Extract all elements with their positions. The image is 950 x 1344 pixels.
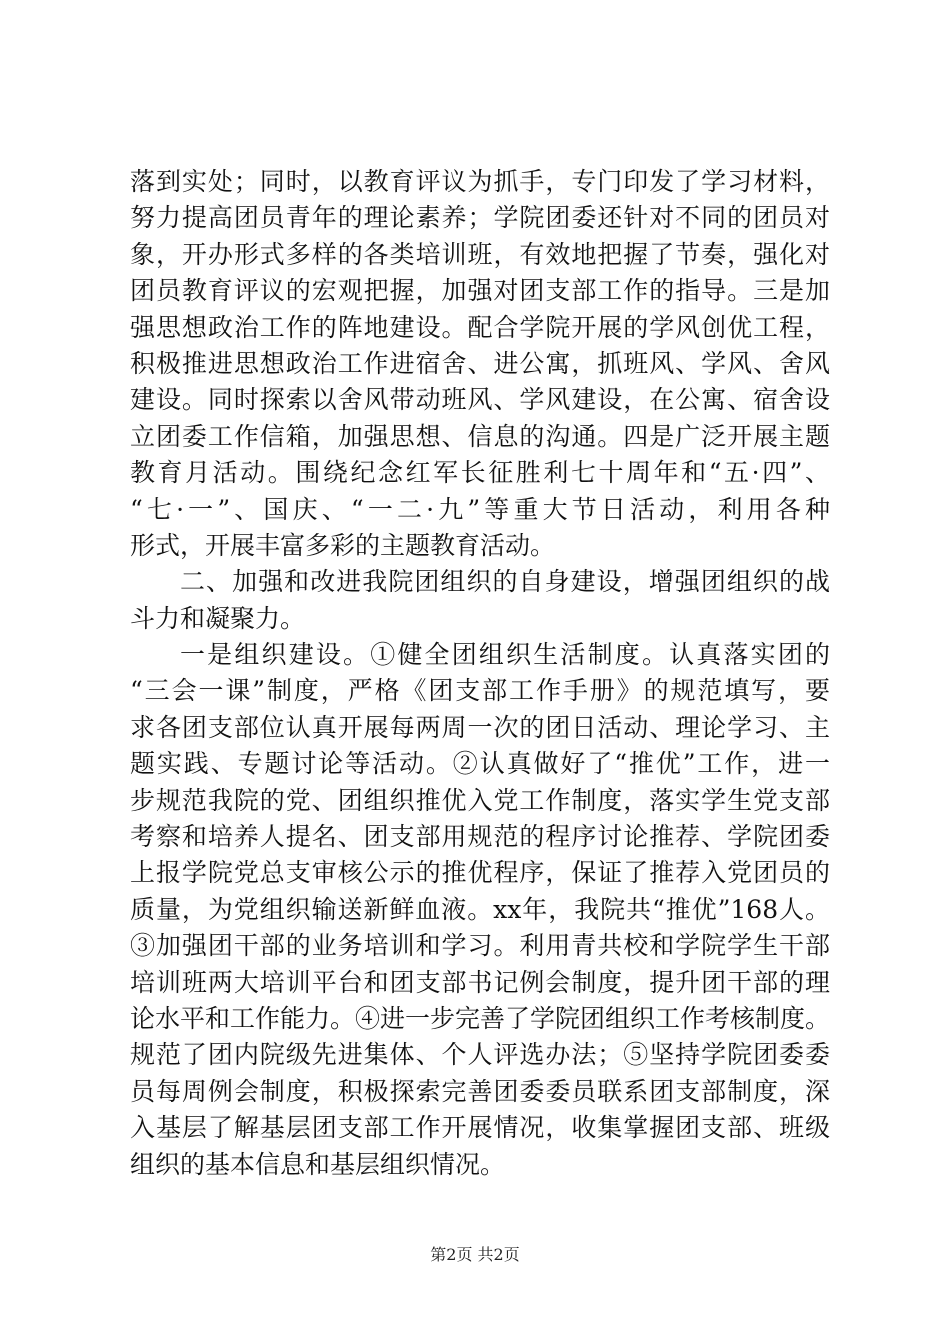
page-number-footer: 第2页 共2页 (430, 1245, 520, 1264)
text-line: 培训班两大培训平台和团支部书记例会制度，提升团干部的理 (130, 967, 830, 997)
text-line: 积极推进思想政治工作进宿舍、进公寓，抓班风、学风、舍风 (130, 348, 830, 378)
text-line: 入基层了解基层团支部工作开展情况，收集掌握团支部、班级 (130, 1113, 830, 1143)
section-heading-line: 斗力和凝聚力。 (130, 603, 306, 633)
text-line: “三会一课”制度，严格《团支部工作手册》的规范填写，要 (130, 676, 830, 706)
text-line: 努力提高团员青年的理论素养；学院团委还针对不同的团员对 (130, 203, 830, 233)
text-line: 上报学院党总支审核公示的推优程序，保证了推荐入党团员的 (130, 858, 830, 888)
text-line: 建设。同时探索以舍风带动班风、学风建设，在公寓、宿舍设 (130, 385, 830, 415)
text-line: 考察和培养人提名、团支部用规范的程序讨论推荐、学院团委 (130, 822, 830, 852)
text-line: 质量，为党组织输送新鲜血液。xx年，我院共“推优”168人。 (130, 894, 830, 924)
text-line: 论水平和工作能力。④进一步完善了学院团组织工作考核制度。 (130, 1003, 831, 1033)
text-line: 落到实处；同时，以教育评议为抓手，专门印发了学习材料， (130, 167, 830, 196)
text-line: 团员教育评议的宏观把握，加强对团支部工作的指导。三是加 (130, 276, 830, 306)
text-line: 题实践、专题讨论等活动。②认真做好了“推优”工作，进一 (130, 749, 830, 779)
text-line: 强思想政治工作的阵地建设。配合学院开展的学风创优工程， (130, 312, 830, 342)
text-line: 组织的基本信息和基层组织情况。 (130, 1149, 506, 1179)
text-line: 步规范我院的党、团组织推优入党工作制度，落实学生党支部 (130, 785, 830, 815)
text-line: 一是组织建设。①健全团组织生活制度。认真落实团的 (180, 640, 830, 670)
text-line: 员每周例会制度，积极探索完善团委委员联系团支部制度，深 (130, 1076, 830, 1106)
text-line: 求各团支部位认真开展每两周一次的团日活动、理论学习、主 (130, 712, 830, 742)
text-line: 形式，开展丰富多彩的主题教育活动。 (130, 530, 556, 560)
text-line: 立团委工作信箱，加强思想、信息的沟通。四是广泛开展主题 (130, 421, 830, 451)
text-line: ③加强团干部的业务培训和学习。利用青共校和学院学生干部 (130, 931, 830, 961)
section-heading-line: 二、加强和改进我院团组织的自身建设，增强团组织的战 (180, 567, 830, 597)
text-line: 规范了团内院级先进集体、个人评选办法；⑤坚持学院团委委 (130, 1040, 830, 1070)
body-text (130, 164, 830, 1183)
text-line: 象，开办形式多样的各类培训班，有效地把握了节奏，强化对 (130, 239, 830, 269)
text-line: “七·一”、国庆、“一二·九”等重大节日活动，利用各种 (130, 494, 830, 524)
text-line: 教育月活动。围绕纪念红军长征胜利七十周年和“五·四”、 (130, 458, 830, 488)
